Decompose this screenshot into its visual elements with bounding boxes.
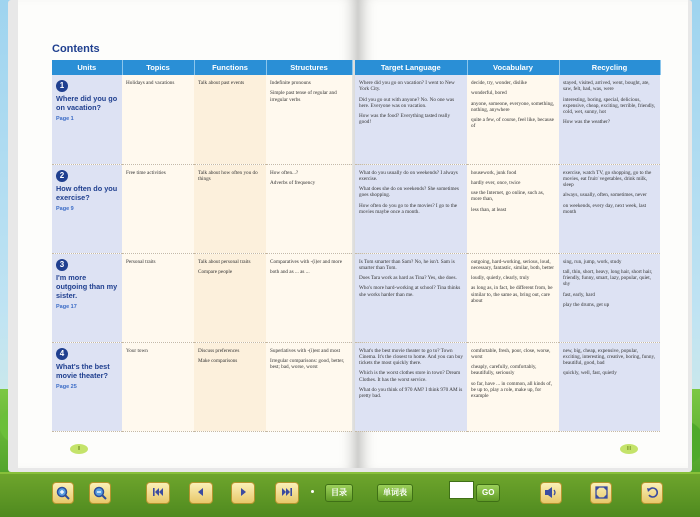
go-button[interactable]: GO: [476, 484, 500, 502]
structures-cell: [266, 253, 352, 342]
functions-cell: [194, 75, 266, 164]
unit-page-link[interactable]: Page 17: [56, 303, 77, 310]
column-header: Topics: [122, 60, 194, 75]
target-language-text: How often do you go to the movies? I go to the movies maybe once a month.: [359, 202, 458, 215]
unit-page-link[interactable]: Page 1: [56, 116, 74, 122]
structure-text: How often...?: [270, 169, 299, 176]
wordlist-button[interactable]: 单词表: [377, 484, 413, 502]
target-language-text: Where did you go on vacation? I went to New York City.: [359, 80, 455, 93]
recycling-text: on weekends, every day, next week, last month: [563, 202, 647, 215]
previous-page-icon: [195, 486, 207, 498]
topics-cell: [122, 253, 194, 342]
unit-title[interactable]: What's the best movie theater?: [56, 361, 110, 380]
vocabulary-text: hardly ever, once, twice: [471, 179, 521, 186]
recycling-cell: [559, 342, 660, 431]
recycling-text: quickly, well, fast, quietly: [563, 370, 617, 377]
last-page-button[interactable]: [275, 482, 299, 504]
function-text: Talk about how often you do things: [198, 169, 258, 182]
zoom-out-icon: [93, 486, 107, 500]
vocabulary-text: so far, have ... in common, all kinds of, be up to, play a role, make up, for example: [471, 380, 553, 400]
contents-table-right: [355, 60, 661, 432]
target-language-cell: [355, 342, 467, 431]
page-number-left: II: [70, 444, 88, 454]
topic-text: Personal traits: [126, 258, 156, 265]
structure-text: Simple past tense of regular and irregular verbs: [270, 90, 337, 103]
structure-text: Adverbs of frequency: [270, 179, 316, 186]
vocabulary-text: decide, try, wonder, dislike: [471, 80, 527, 86]
structures-cell: [266, 164, 352, 253]
topics-cell: [122, 342, 194, 431]
function-text: Talk about past events: [198, 80, 245, 86]
unit-number-badge: 1: [56, 80, 68, 92]
unit-title[interactable]: I'm more outgoing than my sister.: [56, 272, 118, 300]
next-page-button[interactable]: [231, 482, 255, 504]
functions-cell: [194, 164, 266, 253]
column-header: Vocabulary: [467, 60, 559, 75]
function-text: Compare people: [198, 268, 233, 275]
unit-cell[interactable]: [52, 253, 122, 342]
unit-title[interactable]: Where did you go on vacation?: [56, 94, 118, 112]
unit-cell[interactable]: [52, 164, 122, 253]
last-page-icon: [281, 486, 293, 498]
column-header: Functions: [194, 60, 266, 75]
vocabulary-text: quite a few, of course, feel like, because of: [471, 117, 554, 130]
structure-text: Superlatives with -(i)est and most: [270, 347, 341, 354]
vocabulary-text: as long as, in fact, be different from, be similar to, the same as, bring out, care about: [471, 285, 553, 304]
vocabulary-cell: [467, 342, 559, 431]
target-language-text: What do you think of 970 AM? I think 970 AM is pretty bad.: [359, 386, 463, 400]
reader-toolbar: [0, 472, 700, 517]
unit-number-badge: 2: [56, 170, 68, 182]
target-language-text: What does she do on weekends? She sometimes goes shopping.: [359, 186, 459, 199]
target-language-text: Is Tom smarter than Sam? No, he isn't. Sam is smarter than Tom.: [359, 258, 455, 271]
unit-row: [52, 253, 352, 342]
vocabulary-text: comfortable, fresh, poor, close, worse, worst: [471, 347, 551, 360]
recycling-text: play the drums, get up: [563, 301, 610, 308]
speaker-icon: [544, 486, 558, 499]
unit-page-link[interactable]: Page 9: [56, 205, 74, 212]
unit-row: [355, 342, 660, 431]
target-language-text: What's the best movie theater to go to? Town Cinema. It's the closest to home. And you can buy tickets the most quickly there.: [359, 347, 463, 367]
unit-row: [52, 164, 352, 253]
recycling-text: always, usually, often, sometimes, never: [563, 192, 647, 199]
recycling-text: fast, early, hard: [563, 291, 595, 298]
target-language-cell: [355, 253, 467, 342]
zoom-out-button[interactable]: [89, 482, 111, 504]
function-text: Make comparisons: [198, 357, 238, 364]
structures-cell: [266, 342, 352, 431]
next-page-icon: [237, 486, 249, 498]
column-header: Target Language: [355, 60, 467, 75]
zoom-in-button[interactable]: [52, 482, 74, 504]
zoom-in-icon: [56, 486, 70, 500]
vocabulary-text: outgoing, hard-working, serious, loud, necessary, fantastic, similar, both, better: [471, 258, 555, 271]
unit-number-badge: 3: [56, 259, 68, 271]
target-language-cell: [355, 164, 467, 253]
recycling-text: interesting, boring, special, delicious, expensive, cheap, exciting, terrible, friendly, cold, wet, sunny, hot: [563, 96, 656, 116]
vocabulary-text: cheaply, carefully, comfortably, beautifully, seriously: [471, 364, 537, 377]
vocabulary-text: housework, junk food: [471, 169, 517, 176]
first-page-button[interactable]: [146, 482, 170, 504]
first-page-icon: [152, 486, 164, 498]
column-header: Recycling: [559, 60, 660, 75]
back-button[interactable]: [641, 482, 663, 504]
column-header: Units: [52, 60, 122, 75]
recycling-text: exercise, watch TV, go shopping, go to the movies, eat fruit/ vegetables, drink milk, sleep: [563, 169, 652, 189]
unit-row: [52, 75, 352, 164]
target-language-cell: [355, 75, 467, 164]
recycling-text: tall, thin, short, heavy, long hair, short hair, friendly, funny, smart, lazy, popular, quiet, shy: [563, 268, 653, 288]
recycling-text: stayed, visited, arrived, went, bought, ate, saw, felt, had, was, were: [563, 80, 650, 93]
audio-button[interactable]: [540, 482, 562, 504]
recycling-text: How was the weather?: [563, 119, 611, 126]
unit-row: [355, 75, 660, 164]
column-header: Structures: [266, 60, 352, 75]
target-language-text: Does Tara work as hard as Tina? Yes, she does.: [359, 275, 457, 282]
topic-text: Your town: [126, 347, 148, 354]
recycling-cell: [559, 164, 660, 253]
structure-text: Indefinite pronouns: [270, 80, 311, 86]
recycling-text: sing, run, jump, work, study: [563, 258, 622, 265]
target-language-text: Which is the worst clothes store in town? Dream Clothes. It has the worst service.: [359, 370, 461, 383]
fullscreen-icon: [595, 486, 608, 499]
unit-row: [355, 164, 660, 253]
structure-text: Comparatives with -(i)er and more: [270, 258, 343, 265]
recycling-text: new, big, cheap, expensive, popular, exciting, interesting, creative, boring, funny, beautiful, good, bad: [563, 347, 656, 367]
page-number-input[interactable]: [449, 481, 474, 499]
contents-title: Contents: [52, 43, 100, 55]
functions-cell: [194, 253, 266, 342]
target-language-text: Did you go out with anyone? No. No one was here. Everyone was on vacation.: [359, 96, 455, 109]
vocabulary-text: less than, at least: [471, 206, 507, 213]
unit-number-badge: 4: [56, 348, 68, 360]
unit-cell[interactable]: [52, 75, 122, 164]
vocabulary-text: use the Internet, go online, such as, more than,: [471, 190, 545, 203]
function-text: Discuss preferences: [198, 347, 240, 354]
functions-cell: [194, 342, 266, 431]
topic-text: Free time activities: [126, 169, 166, 176]
target-language-text: How was the food? Everything tasted really good!: [359, 113, 451, 126]
vocabulary-text: wonderful, bored: [471, 90, 507, 97]
topics-cell: [122, 75, 194, 164]
vocabulary-text: loudly, quietly, clearly, truly: [471, 275, 530, 282]
contents-table-left: [52, 60, 353, 432]
vocabulary-text: anyone, someone, everyone, something, nothing, anywhere: [471, 100, 555, 113]
separator-dot: [311, 490, 314, 493]
vocabulary-cell: [467, 253, 559, 342]
return-icon: [646, 486, 659, 499]
unit-title[interactable]: How often do you exercise?: [56, 183, 118, 202]
unit-page-link[interactable]: Page 25: [56, 383, 77, 390]
structure-text: Irregular comparisons: good, better, best; bad, worse, worst: [270, 357, 345, 371]
page-number-right: III: [620, 444, 638, 454]
target-language-text: What do you usually do on weekends? I always exercise.: [359, 169, 458, 182]
vocabulary-cell: [467, 164, 559, 253]
topic-text: Holidays and vacations: [126, 80, 175, 86]
recycling-cell: [559, 75, 660, 164]
structure-text: both and as ... as ...: [270, 268, 310, 275]
structures-cell: [266, 75, 352, 164]
fullscreen-button[interactable]: [590, 482, 612, 504]
function-text: Talk about personal traits: [198, 258, 251, 265]
unit-row: [355, 253, 660, 342]
contents-button[interactable]: 目录: [325, 484, 353, 502]
target-language-text: Who's more hard-working at school? Tina thinks she works harder than me.: [359, 285, 461, 298]
previous-page-button[interactable]: [189, 482, 213, 504]
topics-cell: [122, 164, 194, 253]
unit-row: [52, 342, 352, 431]
vocabulary-cell: [467, 75, 559, 164]
unit-cell[interactable]: [52, 342, 122, 431]
recycling-cell: [559, 253, 660, 342]
